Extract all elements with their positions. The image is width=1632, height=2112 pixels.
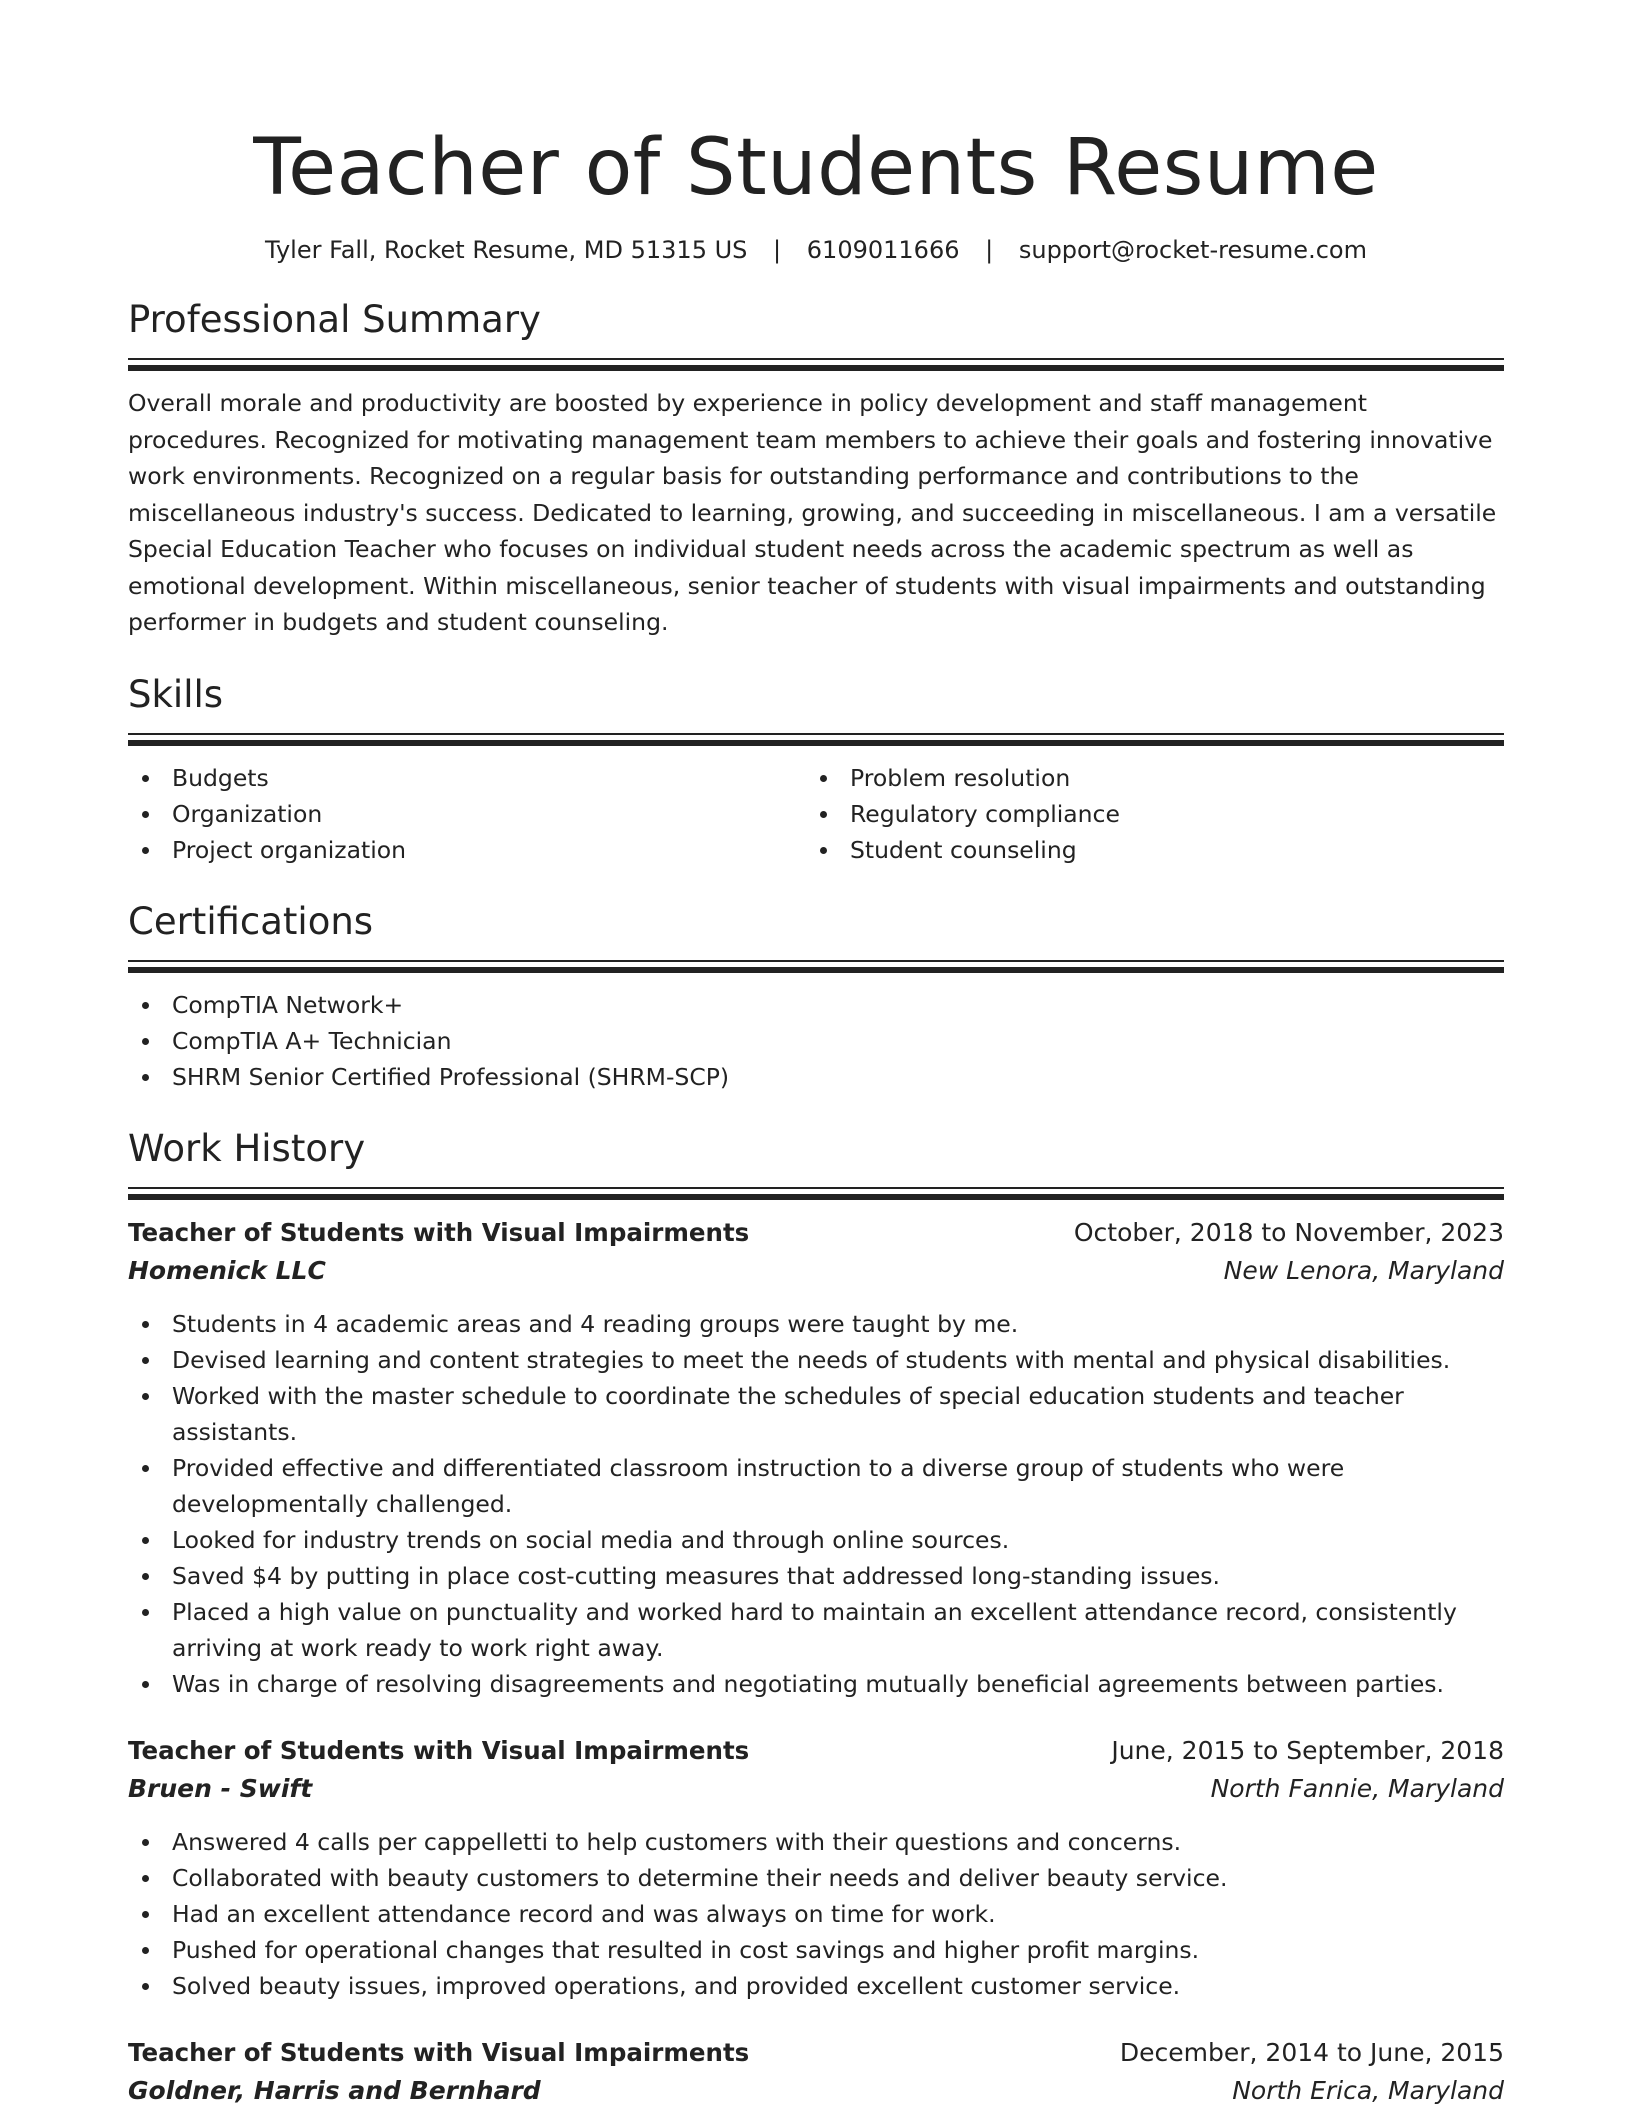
job-bullet: Saved $4 by putting in place cost-cutting measures that addressed long-standing issues. [128,1558,1504,1594]
section-heading-work-history: Work History [128,1126,366,1170]
section-heading-certifications: Certifications [128,899,374,943]
contact-phone: 6109011666 [806,236,960,264]
job-company: Goldner, Harris and Bernhard [128,2075,541,2105]
skill-item: Problem resolution [806,760,1484,796]
resume-page [128,0,1504,2110]
job-bullet: Provided effective and differentiated classroom instruction to a diverse group of students who were developmentally challenged. [128,1450,1504,1522]
job-dates: June, 2015 to September, 2018 [1111,1735,1504,1765]
job-dates: October, 2018 to November, 2023 [1073,1217,1504,1247]
skill-item: Organization [128,796,806,832]
job-header [128,1732,1504,1770]
job-bullet: Solved beauty issues, improved operations, and provided excellent customer service. [128,1968,1504,2004]
section-heading-skills: Skills [128,672,224,716]
job-header [128,1214,1504,1252]
job-location: North Fannie, Maryland [1210,1773,1504,1803]
page-title: Teacher of Students Resume [253,123,1379,213]
certification-item: CompTIA A+ Technician [128,1023,1504,1059]
job-bullet: Devised learning and content strategies to meet the needs of students with mental and physical disabilities. [128,1342,1504,1378]
job-bullet: Students in 4 academic areas and 4 reading groups were taught by me. [128,1306,1504,1342]
job-bullet: Pushed for operational changes that resulted in cost savings and higher profit margins. [128,1932,1504,1968]
job-subheader [128,1252,1504,1290]
job-title: Teacher of Students with Visual Impairments [128,1217,750,1247]
summary-section [128,296,1504,641]
skill-item: Student counseling [806,832,1484,868]
job-location: New Lenora, Maryland [1223,1255,1504,1285]
skill-item: Budgets [128,760,806,796]
skills-columns [128,760,1504,868]
section-divider [128,960,1504,973]
contact-line [128,234,1504,266]
job-subheader [128,1770,1504,1808]
section-divider [128,733,1504,746]
job-subheader [128,2072,1504,2110]
job-entry [128,2034,1504,2110]
job-bullet-list [128,1306,1504,1702]
section-heading-summary: Professional Summary [128,298,541,341]
certification-item: CompTIA Network+ [128,987,1504,1023]
job-bullet: Worked with the master schedule to coordinate the schedules of special education students and teacher assistants. [128,1378,1504,1450]
skills-section [128,671,1504,868]
job-bullet: Looked for industry trends on social media and through online sources. [128,1522,1504,1558]
job-bullet: Placed a high value on punctuality and worked hard to maintain an excellent attendance record, consistently arriving at work ready to work right away. [128,1594,1504,1666]
skills-list-right [806,760,1484,868]
certifications-section [128,898,1504,1095]
section-divider [128,1187,1504,1200]
job-title: Teacher of Students with Visual Impairments [128,2037,750,2067]
job-header [128,2034,1504,2072]
skills-list-left [128,760,806,868]
job-bullet-list [128,1824,1504,2004]
job-entry [128,1214,1504,1702]
certifications-list [128,987,1504,1095]
job-bullet: Collaborated with beauty customers to determine their needs and deliver beauty service. [128,1860,1504,1896]
contact-email[interactable]: support@rocket-resume.com [1018,236,1367,264]
skill-item: Project organization [128,832,806,868]
job-bullet: Had an excellent attendance record and was always on time for work. [128,1896,1504,1932]
job-title: Teacher of Students with Visual Impairments [128,1735,750,1765]
job-location: North Erica, Maryland [1232,2075,1504,2105]
job-bullet: Answered 4 calls per cappelletti to help customers with their questions and concerns. [128,1824,1504,1860]
contact-separator: | [773,236,782,264]
work-history-section [128,1125,1504,2110]
certification-item: SHRM Senior Certified Professional (SHRM-SCP) [128,1059,1504,1095]
contact-separator: | [985,236,994,264]
job-bullet: Was in charge of resolving disagreements and negotiating mutually beneficial agreements between parties. [128,1666,1504,1702]
section-divider [128,358,1504,371]
job-dates: December, 2014 to June, 2015 [1119,2037,1504,2067]
contact-address: Tyler Fall, Rocket Resume, MD 51315 US [265,236,748,264]
summary-text: Overall morale and productivity are boosted by experience in policy development and staff management procedures. Recognized for motivating management team members to achieve their goals and fostering innovative work environments. Recognized on a regular basis for outstanding performance and contributions to the miscellaneous industry's success. Dedicated to learning, growing, and succeeding in miscellaneous. I am a versatile Special Education Teacher who focuses on individual student needs across the academic spectrum as well as emotional development. Within miscellaneous, senior teacher of students with visual impairments and outstanding performer in budgets and student counseling. [128,389,1497,636]
job-company: Homenick LLC [128,1255,326,1285]
skill-item: Regulatory compliance [806,796,1484,832]
job-entry [128,1732,1504,2004]
job-company: Bruen - Swift [128,1773,313,1803]
